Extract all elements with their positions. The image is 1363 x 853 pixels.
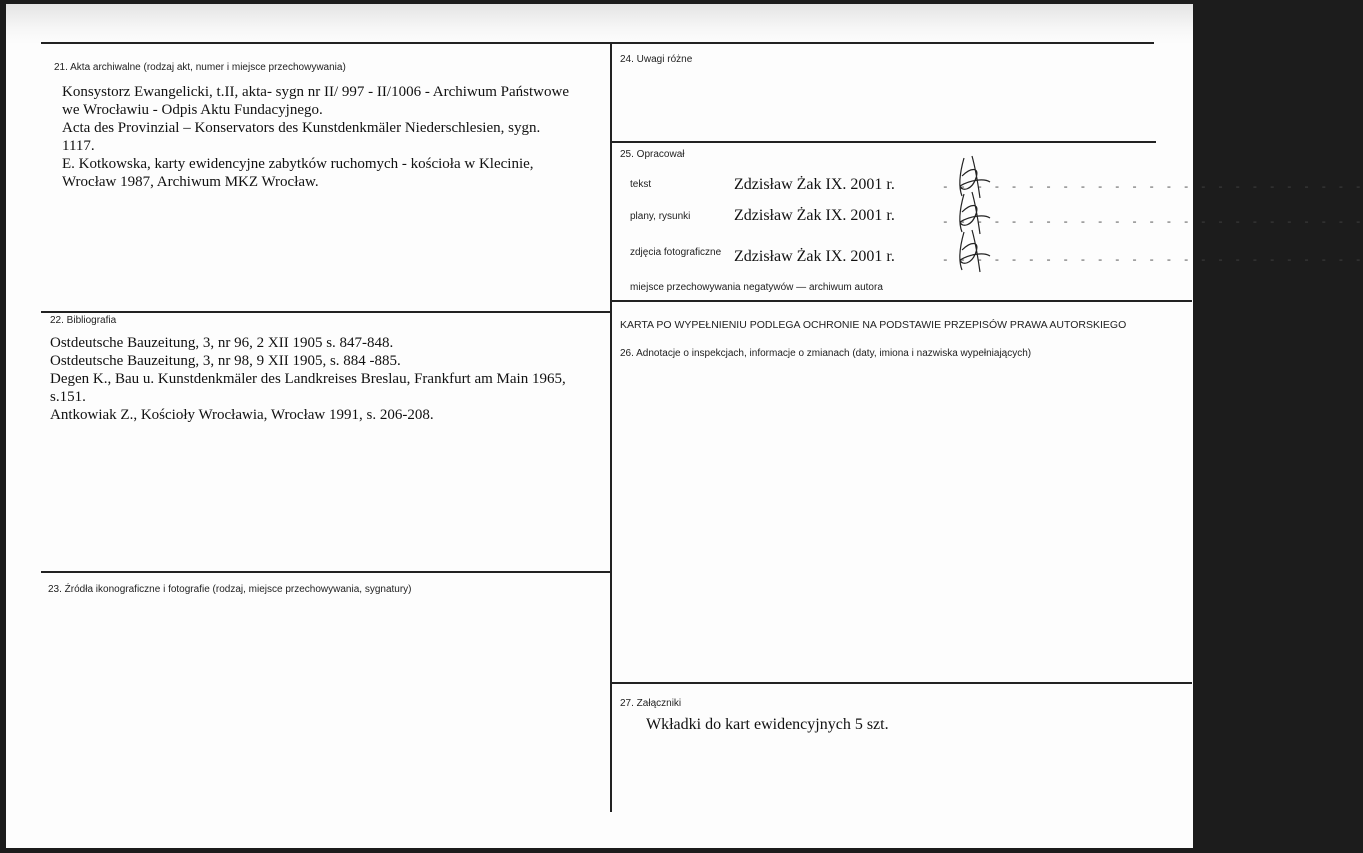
author-row-value: Zdzisław Żak IX. 2001 r.: [734, 176, 895, 193]
author-row-value: Zdzisław Żak IX. 2001 r.: [734, 248, 895, 265]
section-24-title: 24. Uwagi różne: [620, 54, 693, 65]
signature-icon: [950, 226, 1010, 276]
section-22-line: Ostdeutsche Bauzeitung, 3, nr 96, 2 XII 1905 s. 847-848.: [50, 335, 394, 351]
signature-line: - - - - - - - - - - - - - - - - - - - - - - - - -: [942, 255, 1363, 267]
section-25-title: 25. Opracował: [620, 149, 685, 160]
rule-24-25: [610, 141, 1156, 143]
top-rule: [41, 42, 1154, 44]
section-22-title: 22. Bibliografia: [50, 315, 117, 326]
rule-26-27: [610, 682, 1192, 684]
section-22-content: [50, 334, 606, 424]
author-row-label: tekst: [630, 179, 652, 190]
section-22-line: Degen K., Bau u. Kunstdenkmäler des Landkreises Breslau, Frankfurt am Main 1965,: [50, 371, 566, 387]
signature-line: - - - - - - - - - - - - - - - - - - - - - - - - -: [942, 217, 1363, 229]
center-divider: [610, 42, 612, 812]
author-row-value: Zdzisław Żak IX. 2001 r.: [734, 207, 895, 224]
author-row-label: plany, rysunki: [630, 211, 691, 222]
negatives-location: miejsce przechowywania negatywów — archiwum autora: [630, 282, 883, 293]
section-21-content: [62, 83, 584, 191]
signature-line: - - - - - - - - - - - - - - - - - - - - - - - - -: [942, 182, 1363, 194]
copyright-notice: KARTA PO WYPEŁNIENIU PODLEGA OCHRONIE NA PODSTAWIE PRZEPISÓW PRAWA AUTORSKIEGO: [620, 319, 1127, 331]
section-21-line: Konsystorz Ewangelicki, t.II, akta- sygn nr II/ 997 - II/1006 - Archiwum Państwowe: [62, 84, 569, 100]
section-21-line: we Wrocławiu - Odpis Aktu Fundacyjnego.: [62, 102, 323, 118]
rule-25-26: [610, 300, 1192, 302]
form-sheet: [6, 4, 1363, 848]
rule-22-23: [41, 571, 611, 573]
section-27-title: 27. Załączniki: [620, 698, 682, 709]
section-21-line: Wrocław 1987, Archiwum MKZ Wrocław.: [62, 174, 319, 190]
section-27-content: Wkładki do kart ewidencyjnych 5 szt.: [646, 716, 889, 733]
section-23-title: 23. Źródła ikonograficzne i fotografie (rodzaj, miejsce przechowywania, sygnatury): [48, 584, 412, 595]
section-21-title: 21. Akta archiwalne (rodzaj akt, numer i miejsce przechowywania): [54, 62, 346, 73]
section-21-line: E. Kotkowska, karty ewidencyjne zabytków ruchomych - kościoła w Klecinie,: [62, 156, 534, 172]
section-22-line: Antkowiak Z., Kościoły Wrocławia, Wrocław 1991, s. 206-208.: [50, 407, 434, 423]
author-row-label: zdjęcia fotograficzne: [630, 247, 722, 258]
section-21-line: Acta des Provinzial – Konservators des Kunstdenkmäler Niederschlesien, sygn.: [62, 120, 541, 136]
section-22-line: Ostdeutsche Bauzeitung, 3, nr 98, 9 XII 1905, s. 884 -885.: [50, 353, 401, 369]
section-22-line: s.151.: [50, 389, 86, 405]
sheet-top-shading: [6, 4, 1193, 44]
section-21-line: 1117.: [62, 138, 95, 154]
section-26-title: 26. Adnotacje o inspekcjach, informacje o zmianach (daty, imiona i nazwiska wypełniających): [620, 348, 1032, 359]
rule-21-22: [41, 311, 611, 313]
